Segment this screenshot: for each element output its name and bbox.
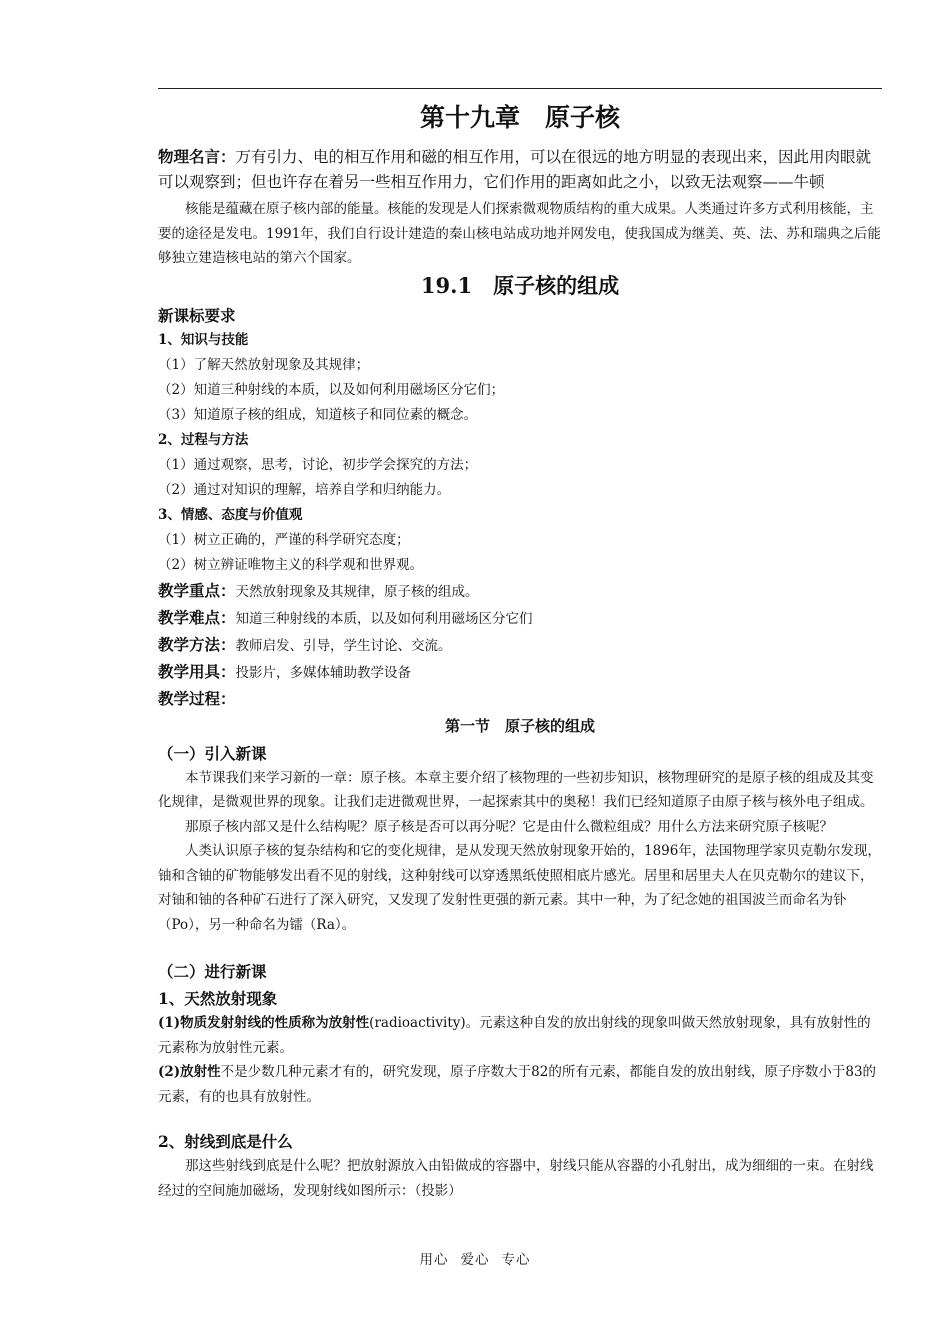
req-group-title: 3、情感、态度与价值观 — [158, 506, 303, 523]
header-rule — [158, 88, 882, 89]
chapter-title: 第十九章 原子核 — [419, 103, 620, 132]
topic1-paragraph-1 — [158, 1011, 882, 1060]
physics-quote — [158, 144, 882, 195]
part1-heading: （一）引入新课 — [158, 743, 267, 763]
footer-word: 专心 — [501, 1252, 531, 1268]
req-item: （1）了解天然放射现象及其规律； — [158, 356, 370, 373]
teaching-difficulty-value: 知道三种射线的本质，以及如何利用磁场区分它们 — [235, 610, 533, 627]
document-page — [158, 96, 882, 1203]
topic1-p2-number: (2) — [158, 1064, 181, 1080]
topic2-paragraph: 那这些射线到底是什么呢？把放射源放入由铅做成的容器中，射线只能从容器的小孔射出，成为细细的一束。在射线经过的空间施加磁场，发现射线如图所示：（投影） — [158, 1158, 874, 1199]
teaching-difficulty — [158, 605, 882, 632]
topic1-p2-term: 放射性 — [180, 1064, 221, 1080]
teaching-focus-label: 教学重点： — [158, 580, 236, 600]
teaching-difficulty-label: 教学难点： — [158, 607, 236, 627]
part1-paragraph: 人类认识原子核的复杂结构和它的变化规律，是从发现天然放射现象开始的，1896年，法国物理学家贝克勒尔发现，铀和含铀的矿物能够发出看不见的射线，这种射线可以穿透黑纸使照相底片感光。居里和居里夫人在贝克勒尔的建议下，对铀和铀的各种矿石进行了深入研究，又发现了发射性更强的新元素。其中一种，为了纪念她的祖国波兰而命名为钋（Po），另一种命名为镭（Ra）。 — [158, 843, 881, 933]
part2-heading: （二）进行新课 — [158, 962, 267, 981]
teaching-focus — [158, 578, 882, 605]
req-group-title: 1、知识与技能 — [158, 331, 249, 348]
req-item: （2）树立辨证唯物主义的科学观和世界观。 — [158, 556, 424, 573]
teaching-method — [158, 632, 882, 659]
quote-label: 物理名言： — [158, 147, 236, 166]
teaching-tools-label: 教学用具： — [158, 661, 236, 681]
topic1-p1-text: (radioactivity)。元素这种自发的放出射线的现象叫做天然放射现象，具有放射性的元素称为放射性元素。 — [158, 1015, 871, 1056]
requirements-heading: 新课标要求 — [158, 305, 236, 325]
teaching-tools — [158, 659, 882, 686]
topic2-title: 2、射线到底是什么 — [158, 1132, 293, 1151]
req-item: （1）通过观察，思考，讨论，初步学会探究的方法； — [158, 456, 478, 473]
teaching-tools-value: 投影片，多媒体辅助教学设备 — [235, 664, 412, 681]
req-item: （3）知道原子核的组成，知道核子和同位素的概念。 — [158, 406, 478, 423]
intro-paragraph: 核能是蕴藏在原子核内部的能量。核能的发现是人们探索微观物质结构的重大成果。人类通过许多方式利用核能，主要的途径是发电。1991年，我们自行设计建造的秦山核电站成功地并网发电，使我国成为继美、英、法、苏和瑞典之后能够独立建造核电站的第六个国家。 — [158, 201, 881, 266]
topic1-p1-bold: (1)物质发射射线的性质称为放射性 — [158, 1015, 370, 1031]
section-title: 19.1 原子核的组成 — [420, 272, 620, 298]
lesson-title: 第一节 原子核的组成 — [444, 716, 595, 735]
topic1-p2-text: 不是少数几种元素才有的，研究发现，原子序数大于82的所有元素，都能自发的放出射线，原子序数小于83的元素，有的也具有放射性。 — [158, 1064, 877, 1105]
req-item: （2）通过对知识的理解，培养自学和归纳能力。 — [158, 481, 451, 498]
teaching-process — [158, 686, 882, 713]
req-item: （2）知道三种射线的本质，以及如何利用磁场区分它们； — [158, 381, 505, 398]
spacer — [158, 1109, 882, 1127]
part1-paragraph: 本节课我们来学习新的一章：原子核。本章主要介绍了核物理的一些初步知识，核物理研究的是原子核的组成及其变化规律，是微观世界的现象。让我们走进微观世界，一起探索其中的奥秘！我们已经知道原子由原子核与核外电子组成。 — [158, 769, 874, 810]
req-group-title: 2、过程与方法 — [158, 431, 249, 448]
quote-text: 万有引力、电的相互作用和磁的相互作用，可以在很远的地方明显的表现出来，因此用肉眼就可以观察到；但也许存在着另一些相互作用力，它们作用的距离如此之小，以致无法观察——牛顿 — [158, 148, 872, 191]
part1-paragraph: 那原子核内部又是什么结构呢？原子核是否可以再分呢？它是由什么微粒组成？用什么方法来研究原子核呢？ — [185, 818, 833, 835]
teaching-focus-value: 天然放射现象及其规律，原子核的组成。 — [235, 583, 479, 600]
page-footer — [0, 1248, 950, 1268]
topic1-paragraph-2 — [158, 1060, 882, 1109]
req-item: （1）树立正确的，严谨的科学研究态度； — [158, 531, 410, 548]
footer-word: 爱心 — [460, 1252, 490, 1268]
topic1-title: 1、天然放射现象 — [158, 989, 278, 1008]
footer-word: 用心 — [419, 1252, 449, 1268]
teaching-method-value: 教师启发、引导，学生讨论、交流。 — [235, 637, 452, 654]
teaching-process-label: 教学过程： — [158, 688, 236, 708]
spacer — [158, 937, 882, 957]
teaching-method-label: 教学方法： — [158, 634, 236, 654]
